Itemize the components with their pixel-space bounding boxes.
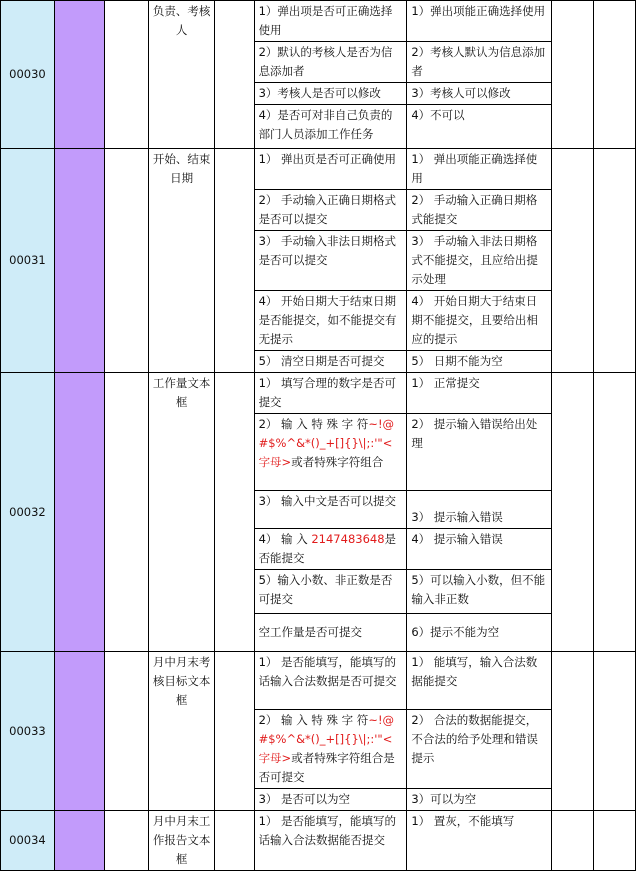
empty-cell <box>594 811 636 871</box>
empty-cell <box>104 373 148 652</box>
field-name: 开始、结束日期 <box>148 149 214 373</box>
check-item: 3） 手动输入非法日期格式是否可以提交 <box>254 231 407 291</box>
expected-result: 1） 能填写，输入合法数据能提交 <box>407 652 552 710</box>
expected-result: 4）不可以 <box>407 105 552 149</box>
special-chars: ~!@#$%^&*()_+[]{}\|;:'"<字母> <box>258 713 395 765</box>
expected-result: 1） 置灰，不能填写 <box>407 811 552 871</box>
check-item: 5） 清空日期是否可提交 <box>254 351 407 373</box>
check-item: 2） 手动输入正确日期格式是否可以提交 <box>254 190 407 231</box>
field-name: 工作量文本框 <box>148 373 214 652</box>
check-item <box>254 414 407 491</box>
empty-cell <box>104 149 148 373</box>
check-text: 或者特殊字符组合是否可提交 <box>258 751 395 784</box>
empty-cell <box>214 1 254 149</box>
purple-column-cell <box>54 373 104 652</box>
check-item: 1）弹出项是否可正确选择使用 <box>254 1 407 42</box>
expected-result: 3）可以为空 <box>407 789 552 811</box>
case-id: 00033 <box>1 652 55 811</box>
check-item: 3） 输入中文是否可以提交 <box>254 491 407 529</box>
expected-result: 2） 合法的数据能提交，不合法的给予处理和错误提示 <box>407 710 552 789</box>
special-chars: ~!@#$%^&*()_+[]{}\|;:'"<字母> <box>258 417 395 469</box>
field-name: 月中月末考核目标文本框 <box>148 652 214 811</box>
expected-result: 6）提示不能为空 <box>407 614 552 652</box>
empty-cell <box>552 652 594 811</box>
check-item: 2）默认的考核人是否为信息添加者 <box>254 42 407 83</box>
check-item: 3）考核人是否可以修改 <box>254 83 407 105</box>
case-id: 00034 <box>1 811 55 871</box>
expected-result: 5） 日期不能为空 <box>407 351 552 373</box>
case-id: 00032 <box>1 373 55 652</box>
purple-column-cell <box>54 811 104 871</box>
check-text: 2） 输 入 特 殊 字 符 <box>258 417 369 431</box>
check-text: 4） 输 入 <box>258 532 312 546</box>
empty-cell <box>552 1 594 149</box>
empty-cell <box>214 373 254 652</box>
empty-cell <box>594 373 636 652</box>
purple-column-cell <box>54 652 104 811</box>
check-item: 3） 是否可以为空 <box>254 789 407 811</box>
empty-cell <box>214 811 254 871</box>
expected-result: 1） 正常提交 <box>407 373 552 414</box>
empty-cell <box>552 373 594 652</box>
expected-result: 1）弹出项能正确选择使用 <box>407 1 552 42</box>
empty-cell <box>594 652 636 811</box>
expected-result: 4） 提示输入错误 <box>407 529 552 570</box>
check-item: 1） 弹出页是否可正确使用 <box>254 149 407 190</box>
check-item: 4） 开始日期大于结束日期是否能提交，如不能提交有无提示 <box>254 291 407 351</box>
empty-cell <box>214 652 254 811</box>
expected-result: 2） 手动输入正确日期格式能提交 <box>407 190 552 231</box>
expected-result: 4） 开始日期大于结束日期不能提交，且要给出相应的提示 <box>407 291 552 351</box>
check-item: 1） 是否能填写，能填写的话输入合法数据是否可提交 <box>254 652 407 710</box>
expected-result: 3）考核人可以修改 <box>407 83 552 105</box>
check-text: 或者特殊字符组合 <box>291 455 384 469</box>
field-name: 月中月末工作报告文本框 <box>148 811 214 871</box>
expected-result: 1） 弹出项能正确选择使用 <box>407 149 552 190</box>
empty-cell <box>552 811 594 871</box>
purple-column-cell <box>54 149 104 373</box>
purple-column-cell <box>54 1 104 149</box>
check-item: 5）输入小数、非正数是否可提交 <box>254 570 407 614</box>
expected-result: 3） 手动输入非法日期格式不能提交，且应给出提示处理 <box>407 231 552 291</box>
expected-result: 5）可以输入小数，但不能输入非正数 <box>407 570 552 614</box>
empty-cell <box>104 652 148 811</box>
check-item: 1） 是否能填写，能填写的话输入合法数据能否提交 <box>254 811 407 871</box>
case-id: 00030 <box>1 1 55 149</box>
empty-cell <box>552 149 594 373</box>
empty-cell <box>214 149 254 373</box>
check-item: 4）是否可对非自己负责的部门人员添加工作任务 <box>254 105 407 149</box>
check-item: 1） 填写合理的数字是否可提交 <box>254 373 407 414</box>
check-item <box>254 710 407 789</box>
expected-result: 3） 提示输入错误 <box>407 491 552 529</box>
empty-cell <box>104 811 148 871</box>
empty-cell <box>594 149 636 373</box>
check-item: 空工作量是否可提交 <box>254 614 407 652</box>
empty-cell <box>594 1 636 149</box>
check-item <box>254 529 407 570</box>
expected-result: 2）考核人默认为信息添加者 <box>407 42 552 83</box>
empty-cell <box>104 1 148 149</box>
check-text: 2） 输 入 特 殊 字 符 <box>258 713 369 727</box>
check-text: 是否能提交 <box>258 532 397 565</box>
max-int-value: 2147483648 <box>311 532 385 546</box>
expected-result: 2） 提示输入错误给出处理 <box>407 414 552 491</box>
field-name: 负责、考核人 <box>148 1 214 149</box>
case-id: 00031 <box>1 149 55 373</box>
